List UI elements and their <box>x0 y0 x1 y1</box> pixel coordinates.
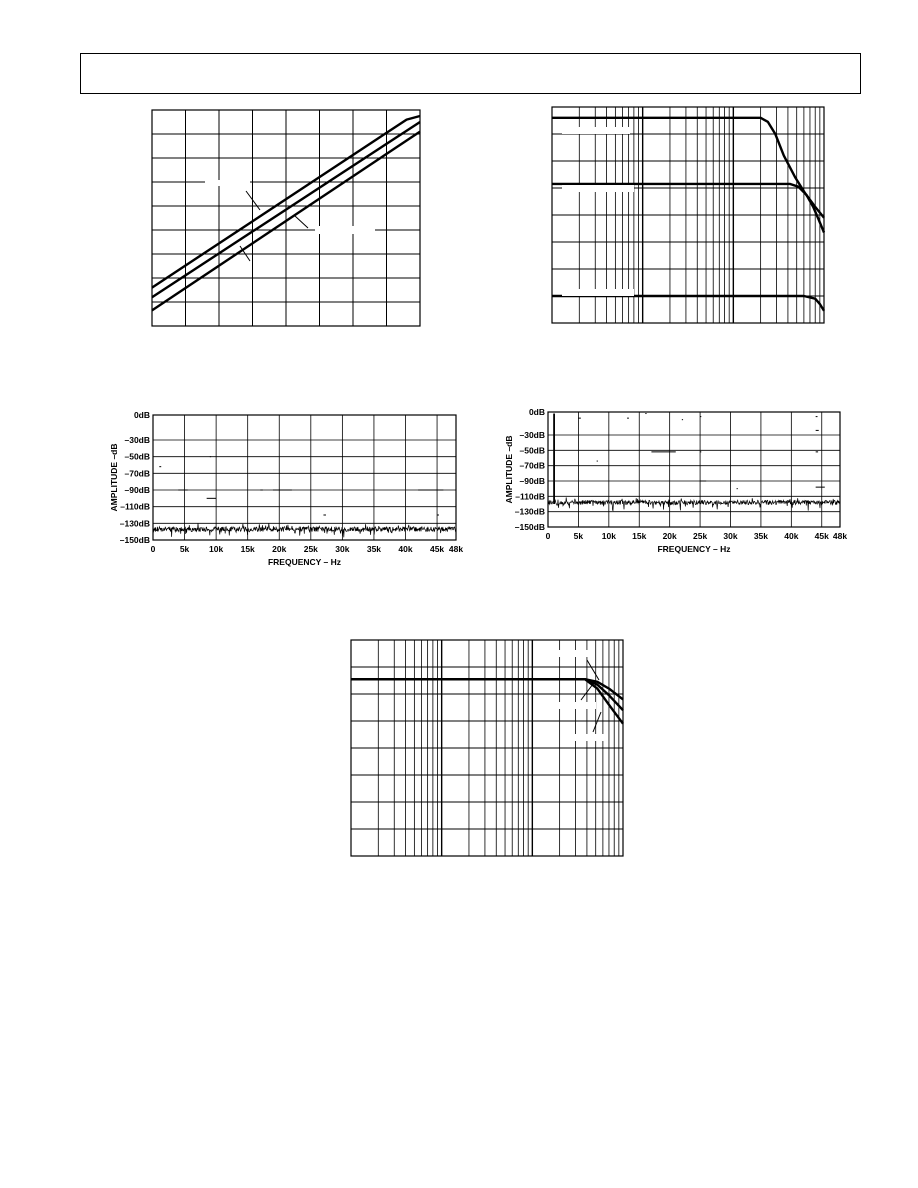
label-patch <box>315 226 375 234</box>
x-axis-title: FREQUENCY – Hz <box>267 557 342 567</box>
y-tick-label: –130dB <box>119 518 150 529</box>
x-tick-label: 25k <box>692 531 708 541</box>
x-tick-label: 30k <box>723 531 738 541</box>
chart-fft-left <box>90 405 465 570</box>
y-tick-label: 0dB <box>528 407 545 417</box>
series-line-curve-c <box>351 679 623 724</box>
chart-fft-right <box>490 402 855 567</box>
chart-bottom <box>349 638 627 860</box>
x-tick-label: 10k <box>209 544 224 554</box>
annotation-arrow <box>295 216 308 228</box>
label-patch <box>562 289 634 296</box>
y-tick-label: –110dB <box>120 501 150 512</box>
x-tick-label: 15k <box>240 544 255 554</box>
x-tick-label: 0 <box>150 544 156 554</box>
label-patch <box>564 734 604 741</box>
x-tick-label: 20k <box>662 531 677 541</box>
y-tick-label: –110dB <box>515 491 545 502</box>
x-tick-label: 40k <box>784 531 799 541</box>
x-tick-label: 40k <box>398 544 413 554</box>
y-tick-label: –70dB <box>519 460 545 471</box>
y-tick-label: –70dB <box>124 468 150 479</box>
x-tick-label: 25k <box>303 544 318 554</box>
annotation-arrow <box>593 712 601 732</box>
label-patch <box>562 127 630 134</box>
annotation-arrow <box>587 660 599 680</box>
y-tick-label: –50dB <box>124 451 150 462</box>
y-tick-label: –150dB <box>119 535 150 545</box>
x-axis-title: FREQUENCY – Hz <box>657 544 731 554</box>
plot-frame <box>153 415 456 540</box>
x-tick-label: 48k <box>448 544 464 554</box>
y-tick-label: –90dB <box>519 476 545 486</box>
x-tick-label: 10k <box>601 531 616 541</box>
label-patch <box>562 185 634 192</box>
page-header-box <box>80 53 861 94</box>
x-tick-label: 30k <box>335 544 350 554</box>
x-tick-label: 48k <box>832 531 848 541</box>
y-tick-label: –30dB <box>519 430 545 440</box>
x-tick-label: 5k <box>179 544 190 554</box>
y-tick-label: –50dB <box>519 445 545 456</box>
y-tick-label: –90dB <box>124 485 150 495</box>
y-tick-label: 0dB <box>133 410 150 420</box>
x-tick-label: 5k <box>573 531 584 541</box>
y-axis-title: AMPLITUDE –dB <box>504 435 514 504</box>
y-tick-label: –150dB <box>514 522 545 532</box>
label-patch <box>205 180 250 186</box>
x-tick-label: 0 <box>545 531 551 541</box>
x-tick-label: 45k <box>814 531 829 541</box>
x-tick-label: 20k <box>272 544 287 554</box>
y-axis-title: AMPLITUDE –dB <box>109 443 119 512</box>
x-tick-label: 15k <box>632 531 647 541</box>
x-tick-label: 35k <box>753 531 769 541</box>
x-tick-label: 35k <box>366 544 382 554</box>
y-tick-label: –130dB <box>514 506 545 517</box>
plot-frame <box>548 412 840 527</box>
chart-top-right <box>550 105 828 327</box>
series-line-lower <box>552 296 824 311</box>
label-patch <box>559 650 595 657</box>
x-tick-label: 45k <box>429 544 445 554</box>
series-line-noise-floor <box>548 497 840 510</box>
label-patch <box>544 702 596 709</box>
y-tick-label: –30dB <box>124 435 150 445</box>
series-line-noise-floor <box>153 523 456 537</box>
series-line-curve-a <box>351 679 623 699</box>
chart-top-left <box>150 108 425 330</box>
